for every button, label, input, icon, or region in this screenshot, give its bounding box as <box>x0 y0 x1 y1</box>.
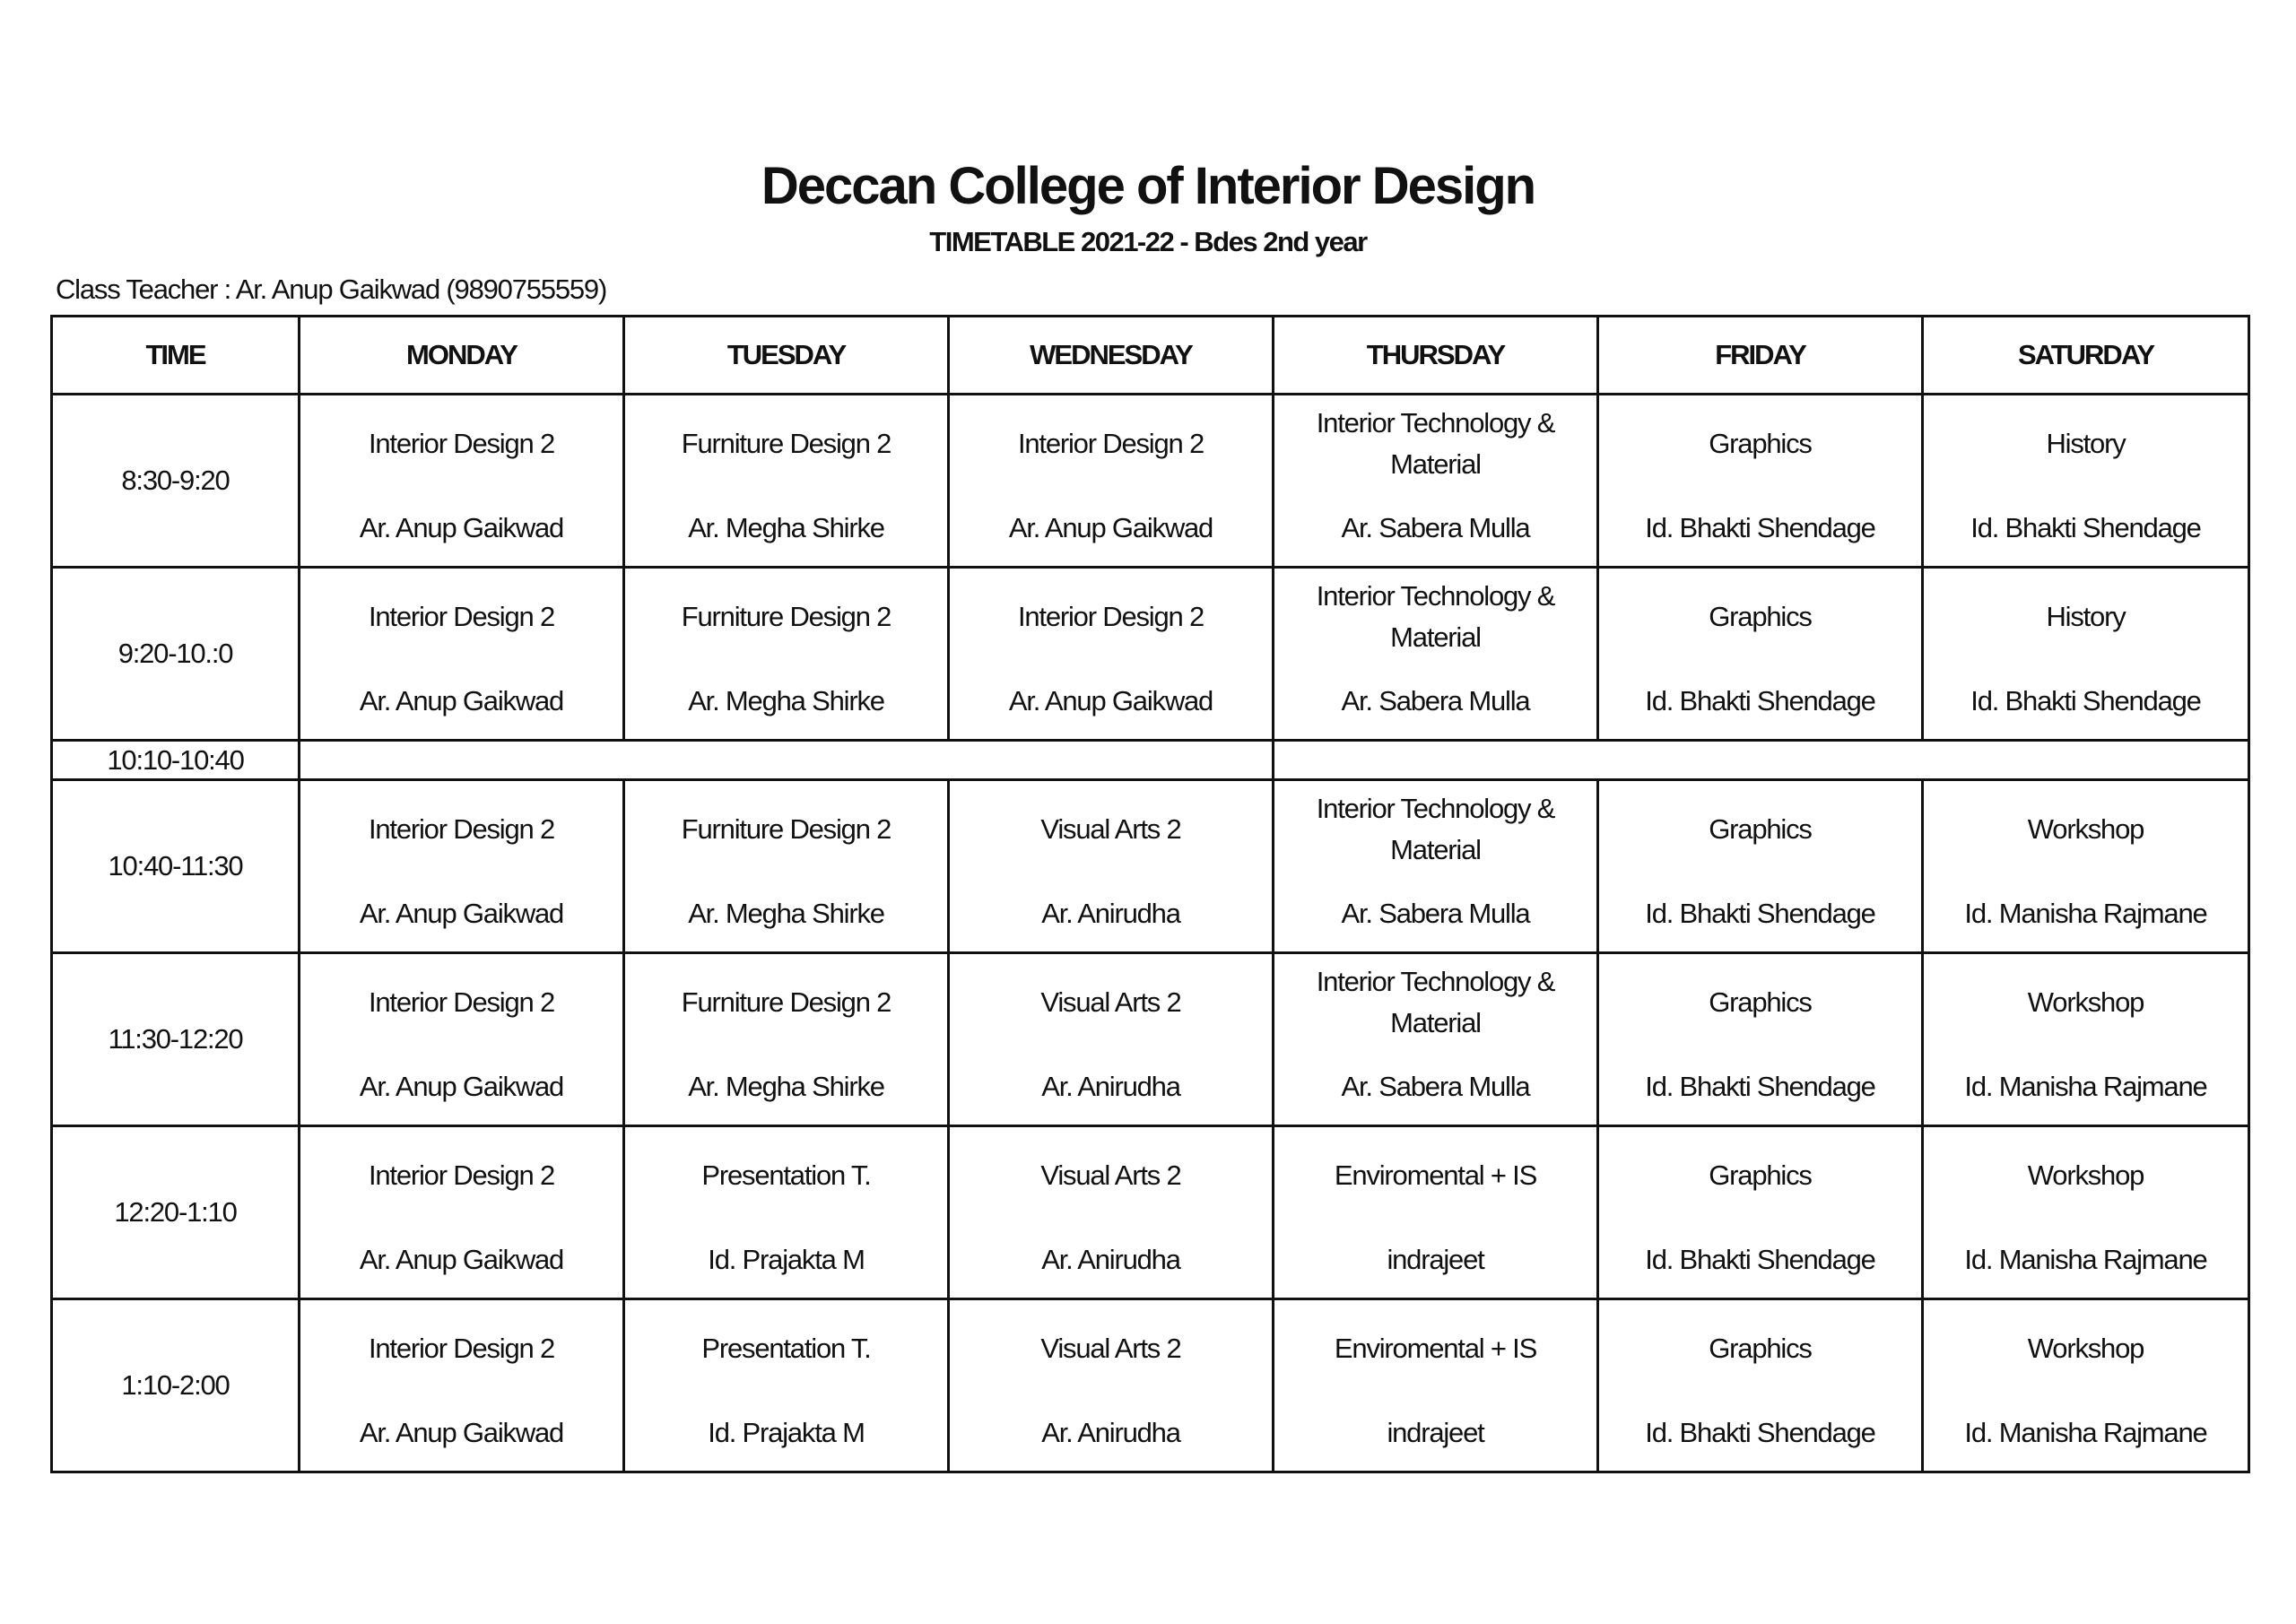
timetable <box>50 315 2250 1473</box>
subject-name: Presentation T. <box>701 1159 871 1191</box>
class-cell-wednesday <box>949 568 1274 741</box>
subject-name: Interior Design 2 <box>1017 601 1205 632</box>
faculty-name: Id. Bhakti Shendage <box>1970 512 2201 543</box>
class-cell-tuesday <box>624 953 949 1126</box>
timetable-body <box>52 395 2249 1472</box>
class-cell-friday <box>1598 1126 1923 1299</box>
faculty-name: indrajeet <box>1387 1244 1484 1275</box>
subject-name: Graphics <box>1709 428 1812 459</box>
class-cell-friday <box>1598 568 1923 741</box>
class-cell-monday <box>300 395 624 568</box>
subject-name: Interior Design 2 <box>368 813 555 845</box>
subject-name: Graphics <box>1709 986 1812 1018</box>
class-cell-wednesday <box>949 1126 1274 1299</box>
class-cell-wednesday <box>949 395 1274 568</box>
break-row <box>52 741 2249 780</box>
faculty-name: Id. Bhakti Shendage <box>1645 1417 1875 1448</box>
time-slot: 8:30-9:20 <box>52 395 300 568</box>
class-cell-wednesday <box>949 780 1274 953</box>
class-cell-thursday <box>1274 568 1598 741</box>
class-cell-monday <box>300 1299 624 1472</box>
class-cell-thursday <box>1274 1126 1598 1299</box>
class-cell-monday <box>300 953 624 1126</box>
class-cell-tuesday <box>624 780 949 953</box>
subject-name: Furniture Design 2 <box>681 986 891 1018</box>
faculty-name: Ar. Megha Shirke <box>688 685 884 716</box>
column-header-time: TIME <box>52 317 300 395</box>
class-cell-tuesday <box>624 568 949 741</box>
page-title: Deccan College of Interior Design <box>761 157 1535 215</box>
faculty-name: Id. Prajakta M <box>708 1244 865 1275</box>
faculty-name: Id. Bhakti Shendage <box>1645 1071 1875 1102</box>
faculty-name: Ar. Anup Gaikwad <box>359 1071 564 1102</box>
subject-name: History <box>2046 601 2126 632</box>
faculty-name: Ar. Anirudha <box>1041 1417 1180 1448</box>
time-slot: 11:30-12:20 <box>52 953 300 1126</box>
subject-name: Graphics <box>1709 1333 1812 1364</box>
subject-name: Visual Arts 2 <box>1040 986 1181 1018</box>
class-cell-monday <box>300 780 624 953</box>
faculty-name: Ar. Sabera Mulla <box>1341 685 1530 716</box>
subject-name: Interior Design 2 <box>368 1159 555 1191</box>
faculty-name: Ar. Sabera Mulla <box>1341 1071 1530 1102</box>
period-row <box>52 395 2249 568</box>
subject-name: Furniture Design 2 <box>681 813 891 845</box>
class-cell-friday <box>1598 395 1923 568</box>
subject-name: Interior Technology & Material <box>1316 793 1555 865</box>
faculty-name: Ar. Anup Gaikwad <box>359 1417 564 1448</box>
faculty-name: Ar. Megha Shirke <box>688 512 884 543</box>
faculty-name: Ar. Sabera Mulla <box>1341 512 1530 543</box>
faculty-name: Ar. Anup Gaikwad <box>1008 512 1213 543</box>
subject-name: Interior Design 2 <box>368 1333 555 1364</box>
faculty-name: Id. Bhakti Shendage <box>1645 685 1875 716</box>
class-teacher: Class Teacher : Ar. Anup Gaikwad (9890755559) <box>56 274 607 305</box>
subject-name: Workshop <box>2027 813 2144 845</box>
subject-name: Visual Arts 2 <box>1040 813 1181 845</box>
class-cell-friday <box>1598 780 1923 953</box>
column-header-saturday: SATURDAY <box>1923 317 2249 395</box>
column-header-thursday: THURSDAY <box>1274 317 1598 395</box>
class-cell-thursday <box>1274 395 1598 568</box>
faculty-name: Id. Prajakta M <box>708 1417 865 1448</box>
subject-name: Visual Arts 2 <box>1040 1159 1181 1191</box>
period-row <box>52 1126 2249 1299</box>
class-cell-saturday <box>1923 1299 2249 1472</box>
subject-name: Furniture Design 2 <box>681 428 891 459</box>
time-slot: 1:10-2:00 <box>52 1299 300 1472</box>
faculty-name: indrajeet <box>1387 1417 1484 1448</box>
class-cell-tuesday <box>624 1299 949 1472</box>
subject-name: Enviromental + IS <box>1334 1333 1537 1364</box>
time-slot: 9:20-10.:0 <box>52 568 300 741</box>
class-cell-thursday <box>1274 1299 1598 1472</box>
subject-name: Enviromental + IS <box>1334 1159 1537 1191</box>
subject-name: Interior Design 2 <box>368 428 555 459</box>
faculty-name: Id. Bhakti Shendage <box>1645 512 1875 543</box>
break-time-slot: 10:10-10:40 <box>52 741 300 780</box>
subject-name: History <box>2046 428 2126 459</box>
time-slot: 10:40-11:30 <box>52 780 300 953</box>
page-subtitle: TIMETABLE 2021-22 - Bdes 2nd year <box>929 226 1367 257</box>
class-cell-thursday <box>1274 953 1598 1126</box>
column-header-wednesday: WEDNESDAY <box>949 317 1274 395</box>
column-header-monday: MONDAY <box>300 317 624 395</box>
subject-name: Furniture Design 2 <box>681 601 891 632</box>
time-slot: 12:20-1:10 <box>52 1126 300 1299</box>
faculty-name: Id. Bhakti Shendage <box>1970 685 2201 716</box>
faculty-name: Ar. Anirudha <box>1041 1244 1180 1275</box>
subject-name: Workshop <box>2027 1159 2144 1191</box>
class-cell-saturday <box>1923 1126 2249 1299</box>
break-cell <box>300 741 1274 780</box>
subject-name: Visual Arts 2 <box>1040 1333 1181 1364</box>
faculty-name: Id. Manisha Rajmane <box>1964 1071 2207 1102</box>
subject-name: Interior Design 2 <box>1017 428 1205 459</box>
subject-name: Interior Technology & Material <box>1316 966 1555 1038</box>
subject-name: Graphics <box>1709 1159 1812 1191</box>
faculty-name: Ar. Anup Gaikwad <box>359 685 564 716</box>
class-cell-monday <box>300 1126 624 1299</box>
faculty-name: Id. Bhakti Shendage <box>1645 1244 1875 1275</box>
faculty-name: Ar. Anup Gaikwad <box>359 1244 564 1275</box>
subject-name: Presentation T. <box>701 1333 871 1364</box>
subject-name: Workshop <box>2027 986 2144 1018</box>
class-cell-thursday <box>1274 780 1598 953</box>
class-cell-friday <box>1598 953 1923 1126</box>
break-cell <box>1274 741 2249 780</box>
subject-name: Interior Design 2 <box>368 986 555 1018</box>
class-cell-tuesday <box>624 395 949 568</box>
faculty-name: Ar. Anirudha <box>1041 898 1180 929</box>
faculty-name: Id. Manisha Rajmane <box>1964 1244 2207 1275</box>
class-cell-saturday <box>1923 780 2249 953</box>
faculty-name: Ar. Anup Gaikwad <box>359 898 564 929</box>
period-row <box>52 780 2249 953</box>
class-cell-saturday <box>1923 568 2249 741</box>
class-cell-wednesday <box>949 953 1274 1126</box>
faculty-name: Id. Bhakti Shendage <box>1645 898 1875 929</box>
class-cell-wednesday <box>949 1299 1274 1472</box>
class-cell-monday <box>300 568 624 741</box>
faculty-name: Ar. Anup Gaikwad <box>1008 685 1213 716</box>
period-row <box>52 1299 2249 1472</box>
subject-name: Graphics <box>1709 601 1812 632</box>
faculty-name: Ar. Megha Shirke <box>688 898 884 929</box>
class-cell-friday <box>1598 1299 1923 1472</box>
column-header-friday: FRIDAY <box>1598 317 1923 395</box>
subject-name: Graphics <box>1709 813 1812 845</box>
subject-name: Interior Technology & Material <box>1316 407 1555 480</box>
subject-name: Interior Design 2 <box>368 601 555 632</box>
faculty-name: Ar. Sabera Mulla <box>1341 898 1530 929</box>
faculty-name: Ar. Megha Shirke <box>688 1071 884 1102</box>
faculty-name: Ar. Anirudha <box>1041 1071 1180 1102</box>
subject-name: Workshop <box>2027 1333 2144 1364</box>
class-cell-saturday <box>1923 953 2249 1126</box>
period-row <box>52 568 2249 741</box>
faculty-name: Id. Manisha Rajmane <box>1964 898 2207 929</box>
column-header-tuesday: TUESDAY <box>624 317 949 395</box>
period-row <box>52 953 2249 1126</box>
header-row <box>52 317 2249 395</box>
faculty-name: Id. Manisha Rajmane <box>1964 1417 2207 1448</box>
class-cell-saturday <box>1923 395 2249 568</box>
class-cell-tuesday <box>624 1126 949 1299</box>
faculty-name: Ar. Anup Gaikwad <box>359 512 564 543</box>
subject-name: Interior Technology & Material <box>1316 580 1555 653</box>
